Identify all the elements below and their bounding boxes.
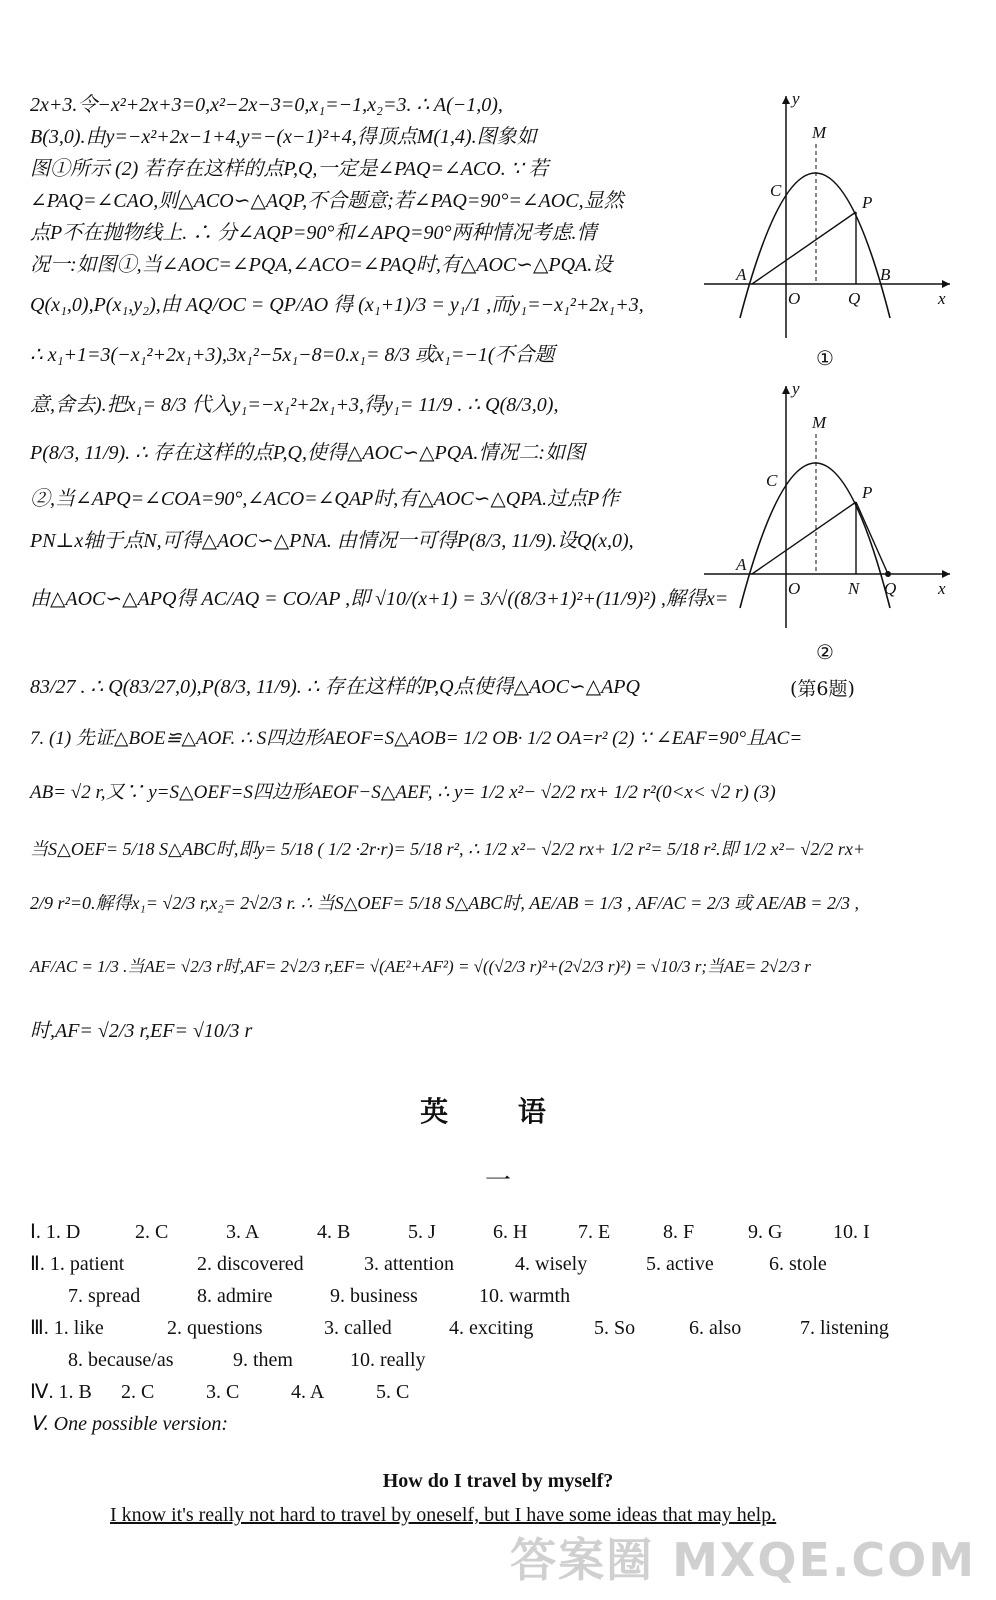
math-line-2: B(3,0).由y=−x²+2x−1+4,y=−(x−1)²+4,得顶点M(1,4).图象如 <box>30 126 537 148</box>
answer-item: 7. spread <box>68 1285 141 1307</box>
fig2-label-N: N <box>848 579 860 598</box>
answer-item: 9. G <box>748 1221 783 1243</box>
math-line-9: 意,舍去).把x₁= 8/3 代入y₁=−x₁²+2x₁+3,得y₁= 11/9 . ∴ Q(8/3,0), <box>30 394 559 416</box>
answer-item: 7. listening <box>800 1317 889 1339</box>
math-line-3: 图①所示 (2) 若存在这样的点P,Q,一定是∠PAQ=∠ACO. ∵ 若 <box>30 158 549 180</box>
math-line-7: Q(x₁,0),P(x₁,y₂),由 AQ/OC = QP/AO 得 (x₁+1)/3 = y₁/1 ,而y₁=−x₁²+2x₁+3, <box>30 294 644 316</box>
math-line-5: 点P不在抛物线上. ∴ 分∠AQP=90°和∠APQ=90°两种情况考虑.情 <box>30 222 597 244</box>
answer-item: 2. C <box>135 1221 169 1243</box>
math-line-13: 由△AOC∽△APQ得 AC/AQ = CO/AP ,即 √10/(x+1) = 3/√((8/3+1)²+(11/9)²) ,解得x= <box>30 588 729 610</box>
answer-item: 2. questions <box>167 1317 263 1339</box>
answer-item: 8. F <box>663 1221 695 1243</box>
fig1-label-y: y <box>792 89 800 108</box>
fig2-label-O: O <box>788 579 801 598</box>
fig1-label-x: x <box>938 289 946 308</box>
answer-item: 5. So <box>594 1317 636 1339</box>
answer-item: Ⅴ. One possible version: <box>30 1413 229 1435</box>
math-line-4: ∠PAQ=∠CAO,则△ACO∽△AQP,不合题意;若∠PAQ=90°=∠AOC,显然 <box>30 190 624 212</box>
answer-item: 2. discovered <box>197 1253 304 1275</box>
answer-item: 4. A <box>291 1381 325 1403</box>
fig2-label-C: C <box>766 471 778 490</box>
answer-item: 3. A <box>226 1221 260 1243</box>
answer-item: Ⅳ. 1. B <box>30 1381 92 1403</box>
answer-item: 6. H <box>493 1221 528 1243</box>
answer-item: 5. J <box>408 1221 436 1243</box>
math-line-18: 2/9 r²=0.解得x₁= √2/3 r,x₂= 2√2/3 r. ∴ 当S△OEF= 5/18 S△ABC时, AE/AB = 1/3 , AF/AC = 2/3 或 AE/AB = 2/3 , <box>30 893 859 913</box>
fig1-label-O: O <box>788 289 801 308</box>
answer-item: 4. wisely <box>515 1253 588 1275</box>
fig1-label-M: M <box>812 123 827 142</box>
fig2-label-P: P <box>862 483 873 502</box>
math-line-17: 当S△OEF= 5/18 S△ABC时,即y= 5/18 ( 1/2 ·2r·r)= 5/18 r², ∴ 1/2 x²− √2/2 rx+ 1/2 r²= 5/18 r².即 1/2 x²− √2/2 rx+ <box>30 839 866 859</box>
watermark: 答案圈 MXQE.COM <box>510 1533 976 1587</box>
math-line-12: PN⊥x轴于点N,可得△AOC∽△PNA. 由情况一可得P(8/3, 11/9).设Q(x,0), <box>30 530 634 552</box>
answer-item: 6. also <box>689 1317 742 1339</box>
answer-item: 4. B <box>317 1221 351 1243</box>
fig1-label-A: A <box>736 265 747 284</box>
math-line-8: ∴ x₁+1=3(−x₁²+2x₁+3),3x₁²−5x₁−8=0.x₁= 8/3 或x₁=−1(不合题 <box>30 344 555 366</box>
fig1-label-P: P <box>862 193 873 212</box>
parabola-graph-1 <box>700 88 960 348</box>
math-line-19: AF/AC = 1/3 .当AE= √2/3 r时,AF= 2√2/3 r,EF= √(AE²+AF²) = √((√2/3 r)²+(2√2/3 r)²) = √10/3 r;当AE= 2√2/3 r <box>30 957 811 976</box>
figure-1 <box>700 88 960 368</box>
fig1-label-Q: Q <box>848 289 861 308</box>
answer-row-7 <box>30 1408 228 1440</box>
figure-caption: (第6题) <box>790 678 855 700</box>
answer-item: 8. because/as <box>68 1349 174 1371</box>
fig2-label-y: y <box>792 379 800 398</box>
answer-item: 7. E <box>578 1221 611 1243</box>
answer-item: 8. admire <box>197 1285 273 1307</box>
answer-item: 10. I <box>833 1221 870 1243</box>
answer-item: 3. called <box>324 1317 392 1339</box>
fig2-label-Q: Q <box>884 579 897 598</box>
math-line-15: 7. (1) 先证△BOE≌△AOF. ∴ S四边形AEOF=S△AOB= 1/2 OB· 1/2 OA=r² (2) ∵ ∠EAF=90°且AC= <box>30 728 803 749</box>
math-line-1: 2x+3.令−x²+2x+3=0,x²−2x−3=0,x₁=−1,x₂=3. ∴ A(−1,0), <box>30 94 503 116</box>
essay-title: How do I travel by myself? <box>382 1470 614 1492</box>
answer-row-1 <box>30 1216 870 1248</box>
unit-number: 一 <box>484 1166 511 1196</box>
fig1-label-B: B <box>880 265 891 284</box>
answer-item: 10. really <box>350 1349 426 1371</box>
answer-item: 3. attention <box>364 1253 454 1275</box>
fig2-label-M: M <box>812 413 827 432</box>
answer-item: 2. C <box>121 1381 155 1403</box>
math-line-14: 83/27 . ∴ Q(83/27,0),P(8/3, 11/9). ∴ 存在这样的P,Q点使得△AOC∽△APQ <box>30 676 640 698</box>
math-line-16: AB= √2 r,又∵ y=S△OEF=S四边形AEOF−S△AEF, ∴ y= 1/2 x²− √2/2 rx+ 1/2 r²(0<x< √2 r) (3) <box>30 782 776 803</box>
answer-item: Ⅲ. 1. like <box>30 1317 104 1339</box>
fig2-label-A: A <box>736 555 747 574</box>
answer-row-5 <box>68 1344 426 1376</box>
answer-item: 5. C <box>376 1381 410 1403</box>
answer-item: 5. active <box>646 1253 714 1275</box>
answer-row-2 <box>30 1248 827 1280</box>
answer-item: 6. stole <box>769 1253 827 1275</box>
math-line-6: 况一:如图①,当∠AOC=∠PQA,∠ACO=∠PAQ时,有△AOC∽△PQA.设 <box>30 254 613 276</box>
fig1-label-C: C <box>770 181 782 200</box>
answer-row-4 <box>30 1312 889 1344</box>
math-line-10: P(8/3, 11/9). ∴ 存在这样的点P,Q,使得△AOC∽△PQA.情况二:如图 <box>30 442 586 464</box>
answer-item: 4. exciting <box>449 1317 534 1339</box>
figure-2-number: ② <box>816 640 834 664</box>
answer-item: 3. C <box>206 1381 240 1403</box>
math-line-20: 时,AF= √2/3 r,EF= √10/3 r <box>30 1020 253 1042</box>
answer-item: Ⅰ. 1. D <box>30 1221 81 1243</box>
answer-item: 9. them <box>233 1349 293 1371</box>
answer-item: 9. business <box>330 1285 418 1307</box>
answer-row-6 <box>30 1376 409 1408</box>
figure-2 <box>700 378 960 668</box>
math-line-11: ②,当∠APQ=∠COA=90°,∠ACO=∠QAP时,有△AOC∽△QPA.过点P作 <box>30 488 620 510</box>
answer-item: 10. warmth <box>479 1285 571 1307</box>
fig2-label-x: x <box>938 579 946 598</box>
section-title: 英 语 <box>420 1095 576 1128</box>
essay-first-line: I know it's really not hard to travel by oneself, but I have some ideas that may help. <box>110 1504 777 1526</box>
figure-1-number: ① <box>816 346 834 370</box>
parabola-graph-2 <box>700 378 960 628</box>
answer-item: Ⅱ. 1. patient <box>30 1253 125 1275</box>
answer-row-3 <box>68 1280 570 1312</box>
